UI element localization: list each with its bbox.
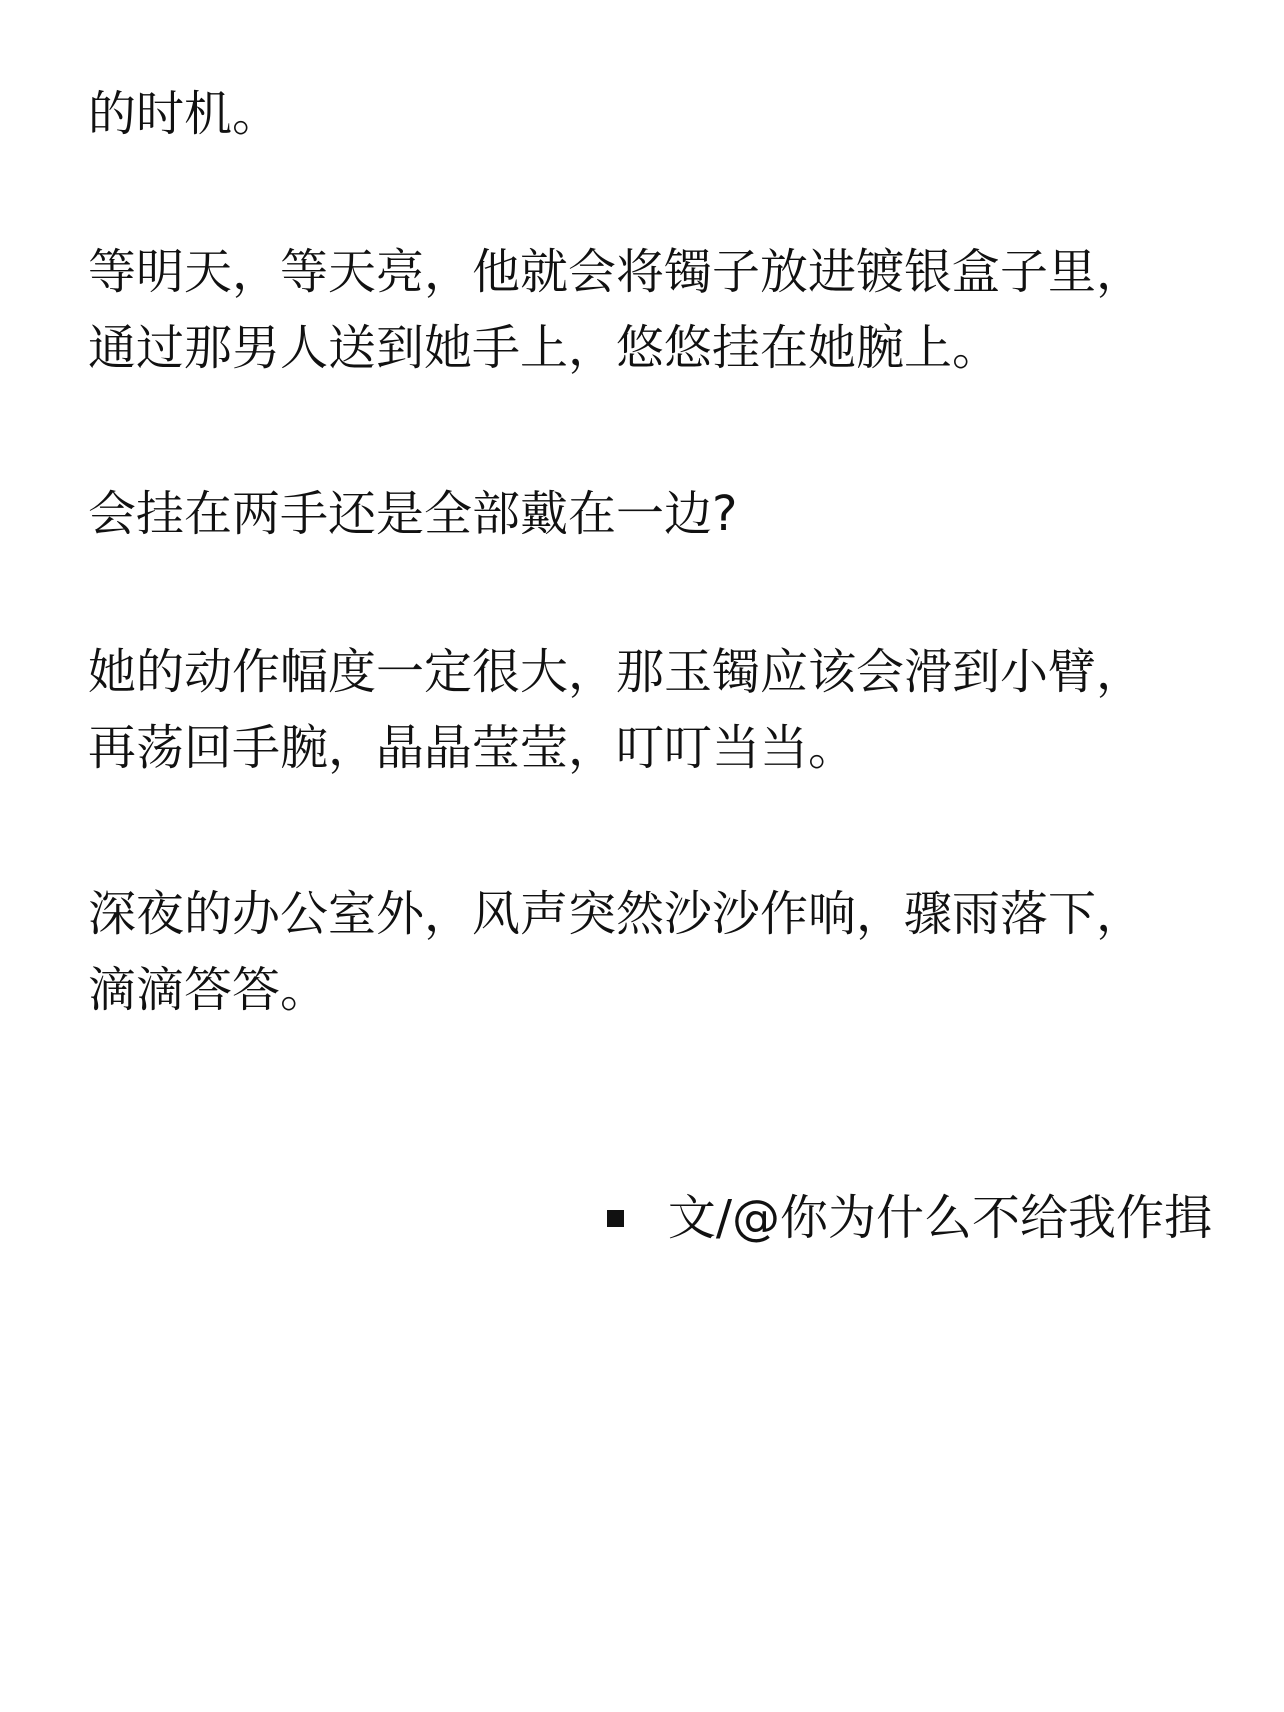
paragraph-line: 她的动作幅度一定很大，那玉镯应该会滑到小臂， [88,644,1145,700]
paragraph-line: 通过那男人送到她手上，悠悠挂在她腕上。 [88,320,1001,376]
paragraph-4 [88,634,1208,786]
paragraph-line: 深夜的办公室外，风声突然沙沙作响，骤雨落下， [88,886,1145,942]
paragraph-line: 再荡回手腕，晶晶莹莹，叮叮当当。 [88,720,857,776]
paragraph-3 [88,476,1208,552]
paragraph-line: 等明天，等天亮，他就会将镯子放进镀银盒子里， [88,244,1145,300]
paragraph-1 [88,76,1208,152]
author-credit: 文/@你为什么不给我作揖 [667,1190,1212,1246]
paragraph-line: 会挂在两手还是全部戴在一边? [88,486,738,542]
paragraph-2 [88,234,1208,386]
square-bullet-icon [607,1210,624,1227]
paragraph-line: 滴滴答答。 [88,962,329,1018]
paragraph-line: 的时机。 [88,86,281,142]
paragraph-5 [88,876,1208,1028]
author-signature [607,1180,1212,1256]
